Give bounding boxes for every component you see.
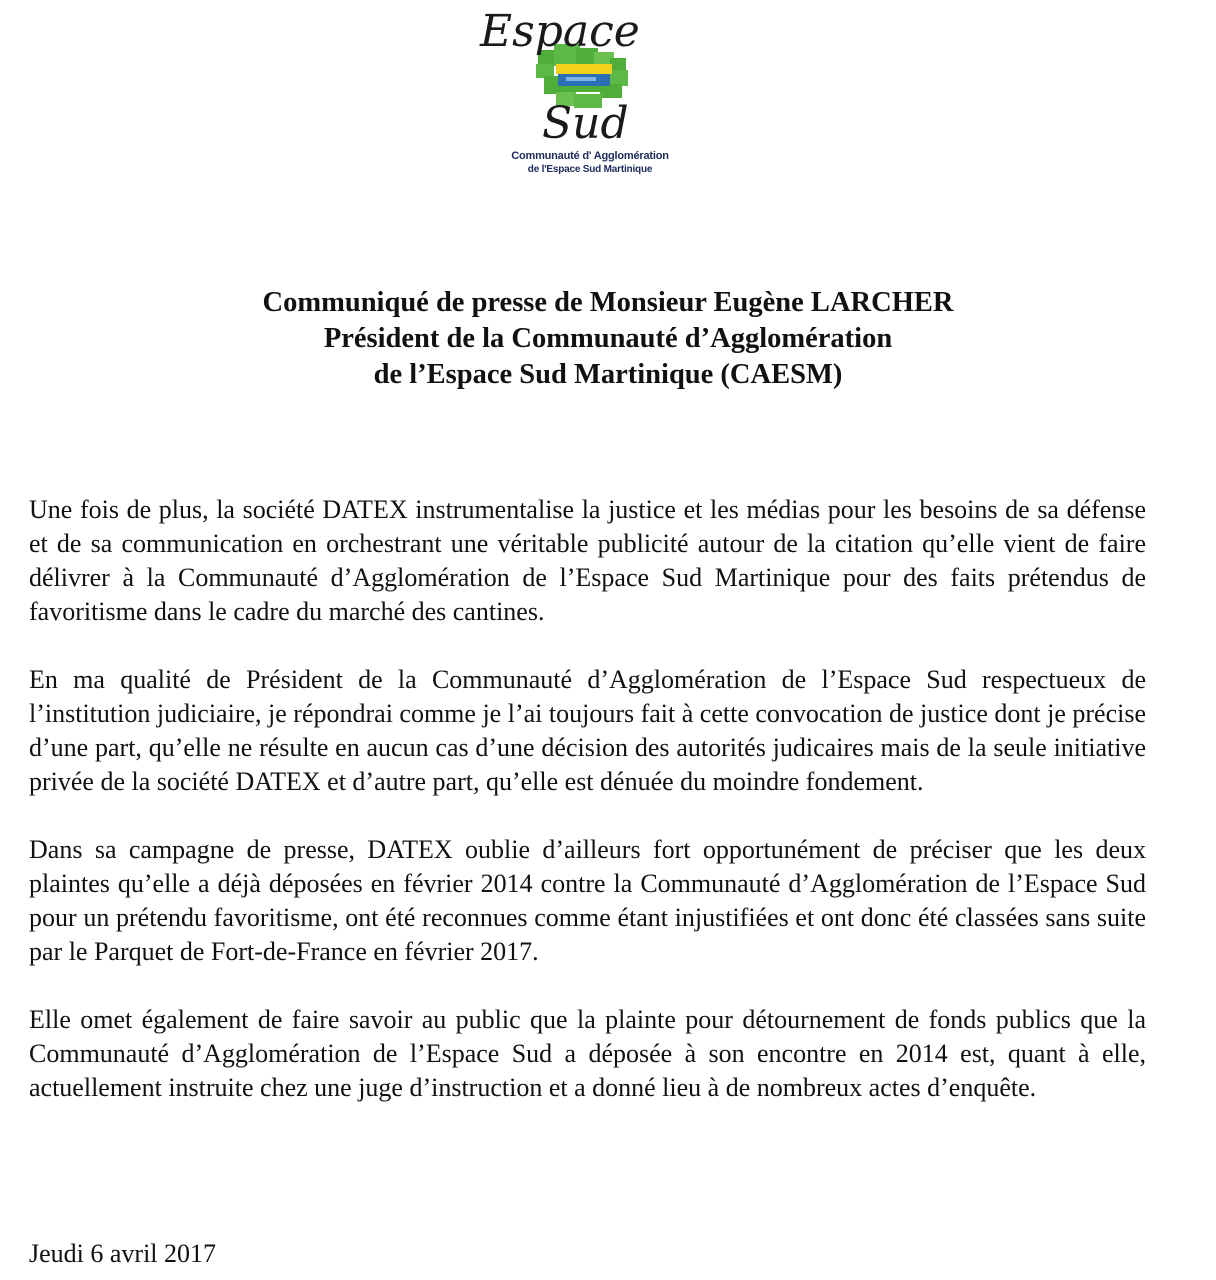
logo-word-espace: Espace [480, 6, 640, 57]
release-date: Jeudi 6 avril 2017 [29, 1239, 217, 1268]
title-line-3: de l’Espace Sud Martinique (CAESM) [373, 359, 843, 390]
press-release-body [29, 493, 1146, 1139]
espace-sud-emblem [470, 0, 710, 150]
logo-tagline-line1: Communauté d' Agglomération [511, 150, 669, 162]
logo-tagline-line2: de l'Espace Sud Martinique [527, 164, 653, 175]
press-release-title [0, 285, 1216, 393]
title-line-1: Communiqué de presse de Monsieur Eugène LARCHER [262, 287, 954, 318]
espace-sud-logo [470, 0, 710, 186]
paragraph-2: En ma qualité de Président de la Communauté d’Agglomération de l’Espace Sud respectueux de l’institution judiciaire, je répondrai comme je l’ai toujours fait à cette convocation de justice dont je précise d’une part, qu’elle ne résulte en aucun cas d’une décision des autorités judicaires mais de la seule initiative privée de la société DATEX et d’autre part, qu’elle est dénuée du moindre fondement. [29, 665, 1146, 796]
paragraph-4: Elle omet également de faire savoir au public que la plainte pour détournement de fonds publics que la Communauté d’Agglomération de l’Espace Sud a déposée à son encontre en 2014 est, quant à elle, actuellement instruite chez une juge d’instruction et a donné lieu à de nombreux actes d’enquête. [29, 1005, 1146, 1102]
paragraph-3: Dans sa campagne de presse, DATEX oublie d’ailleurs fort opportunément de préciser que les deux plaintes qu’elle a déjà déposées en février 2014 contre la Communauté d’Agglomération de l’Espace Sud pour un prétendu favoritisme, ont été reconnues comme étant injustifiées et ont donc été classées sans suite par le Parquet de Fort-de-France en février 2017. [29, 835, 1146, 966]
title-line-2: Président de la Communauté d’Agglomération [323, 323, 893, 354]
logo-word-sud: Sud [542, 98, 629, 149]
paragraph-1: Une fois de plus, la société DATEX instrumentalise la justice et les médias pour les besoins de sa défense et de sa communication en orchestrant une véritable publicité autour de la citation qu’elle vient de faire délivrer à la Communauté d’Agglomération de l’Espace Sud Martinique pour des faits prétendus de favoritisme dans le cadre du marché des cantines. [29, 495, 1146, 626]
